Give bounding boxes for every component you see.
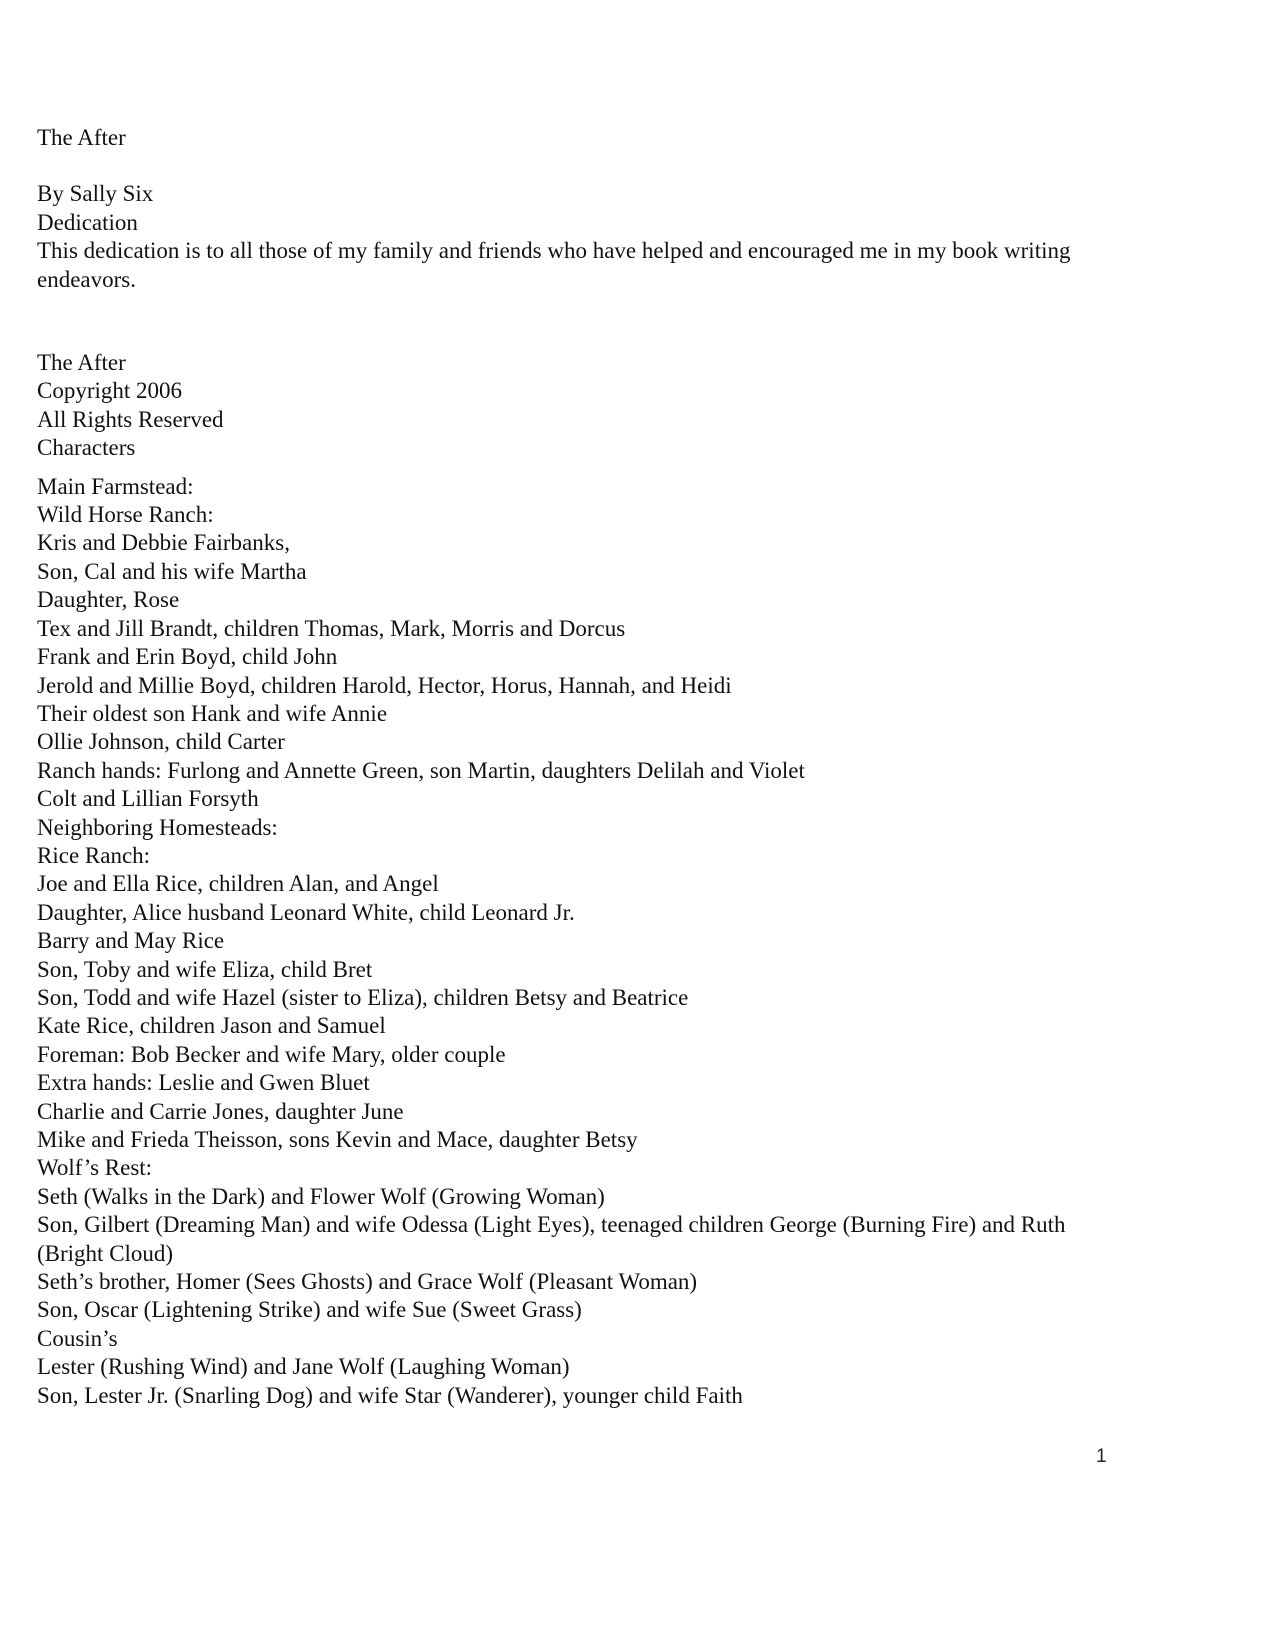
character-line: Tex and Jill Brandt, children Thomas, Mark, Morris and Dorcus — [37, 615, 626, 641]
author-line: By Sally Six — [37, 181, 154, 207]
dedication-heading: Dedication — [37, 209, 138, 235]
character-line: Seth’s brother, Homer (Sees Ghosts) and Grace Wolf (Pleasant Woman) — [37, 1269, 698, 1295]
character-line: Charlie and Carrie Jones, daughter June — [37, 1098, 404, 1124]
character-line: Jerold and Millie Boyd, children Harold, Hector, Horus, Hannah, and Heidi — [37, 672, 732, 698]
character-line: Son, Todd and wife Hazel (sister to Eliza), children Betsy and Beatrice — [37, 984, 689, 1010]
copyright-year: Copyright 2006 — [37, 378, 183, 404]
character-line: Son, Gilbert (Dreaming Man) and wife Odessa (Light Eyes), teenaged children George (Burning Fire) and Ruth (Bright Cloud) — [37, 1212, 1066, 1266]
character-line: Kate Rice, children Jason and Samuel — [37, 1013, 386, 1039]
character-line: Mike and Frieda Theisson, sons Kevin and Mace, daughter Betsy — [37, 1127, 638, 1152]
character-line: Their oldest son Hank and wife Annie — [37, 700, 388, 726]
character-line: Daughter, Rose — [37, 587, 180, 613]
character-line: Seth (Walks in the Dark) and Flower Wolf (Growing Woman) — [37, 1183, 605, 1209]
character-line: Main Farmstead: — [37, 473, 194, 499]
dedication-text: This dedication is to all those of my family and friends who have helped and encouraged me in my book writing endeavors. — [37, 238, 1071, 292]
character-line: Barry and May Rice — [37, 928, 225, 954]
character-line: Cousin’s — [37, 1325, 118, 1351]
character-line: Extra hands: Leslie and Gwen Bluet — [37, 1070, 370, 1096]
page-number: 1 — [1096, 1446, 1107, 1467]
character-line: Kris and Debbie Fairbanks, — [37, 530, 290, 556]
character-line: Son, Cal and his wife Martha — [37, 558, 307, 584]
character-list — [37, 473, 1137, 1410]
character-line: Lester (Rushing Wind) and Jane Wolf (Laughing Woman) — [37, 1354, 570, 1380]
character-line: Wild Horse Ranch: — [37, 502, 214, 528]
character-line: Ollie Johnson, child Carter — [37, 729, 285, 755]
character-line: Wolf’s Rest: — [37, 1155, 153, 1181]
copyright-title: The After — [37, 350, 126, 376]
character-line: Son, Lester Jr. (Snarling Dog) and wife Star (Wanderer), younger child Faith — [37, 1382, 743, 1408]
characters-heading: Characters — [37, 435, 136, 461]
rights-reserved: All Rights Reserved — [37, 406, 224, 432]
character-line: Neighboring Homesteads: — [37, 814, 278, 840]
character-line: Ranch hands: Furlong and Annette Green, son Martin, daughters Delilah and Violet — [37, 757, 805, 783]
character-line: Rice Ranch: — [37, 842, 151, 868]
character-line: Colt and Lillian Forsyth — [37, 786, 259, 812]
character-line: Foreman: Bob Becker and wife Mary, older couple — [37, 1041, 506, 1067]
character-line: Daughter, Alice husband Leonard White, child Leonard Jr. — [37, 899, 575, 925]
character-line: Son, Toby and wife Eliza, child Bret — [37, 956, 373, 982]
character-line: Frank and Erin Boyd, child John — [37, 644, 338, 670]
book-title: The After — [37, 125, 126, 150]
character-line: Joe and Ella Rice, children Alan, and Angel — [37, 871, 439, 897]
document-body — [37, 124, 1137, 1410]
character-line: Son, Oscar (Lightening Strike) and wife Sue (Sweet Grass) — [37, 1297, 582, 1323]
